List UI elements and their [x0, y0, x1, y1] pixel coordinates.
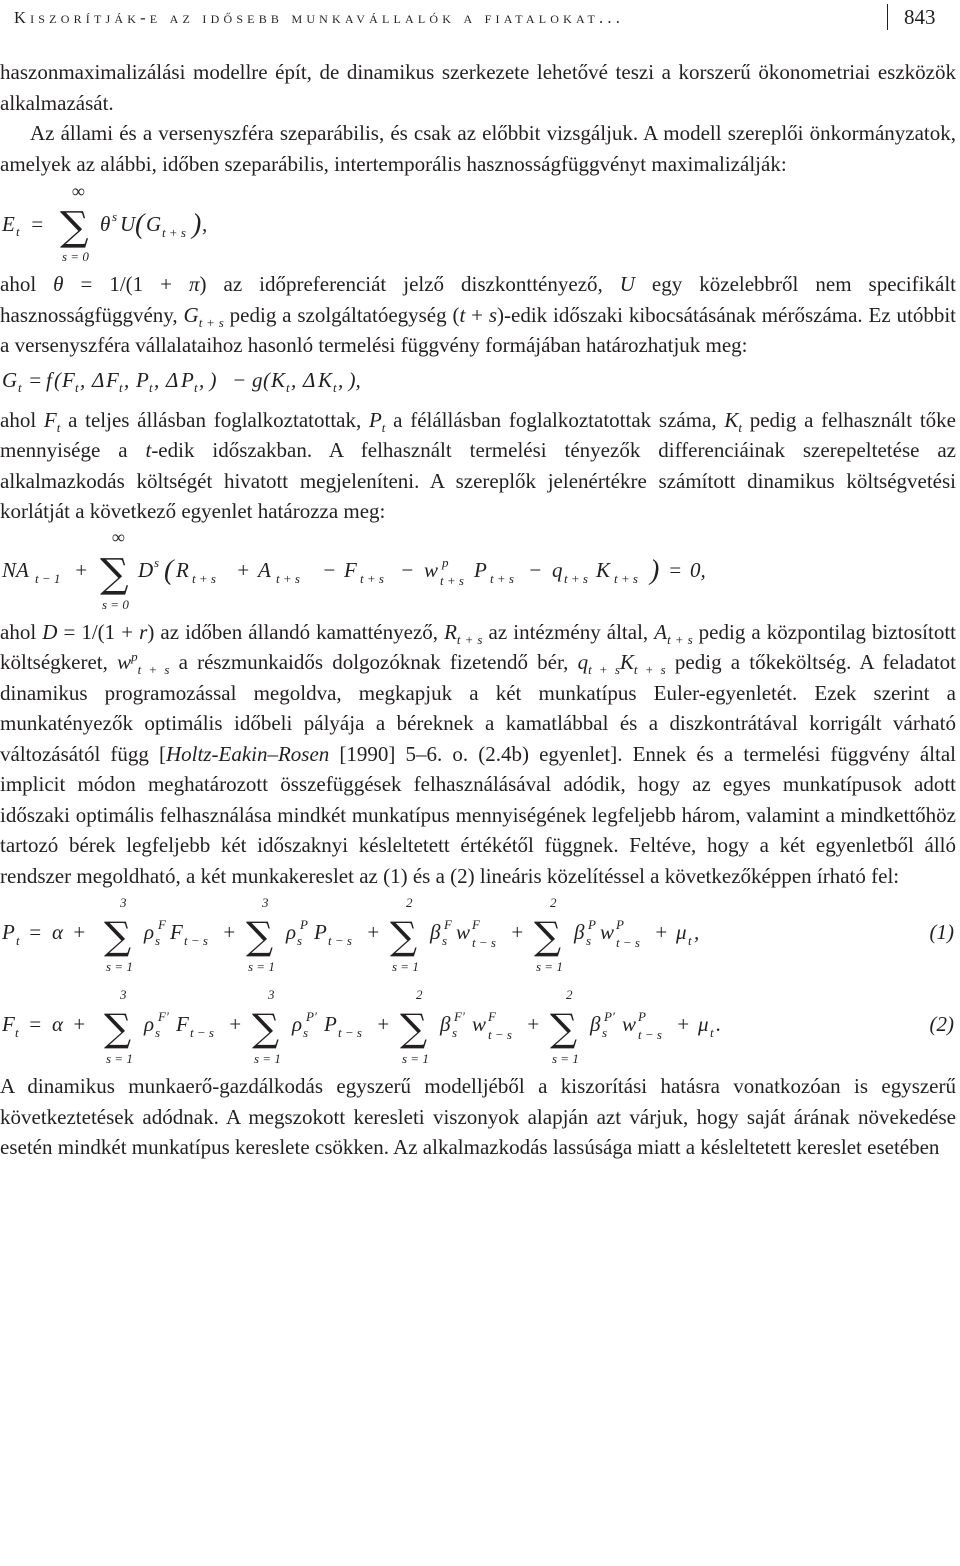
svg-text:ρ: ρ: [144, 920, 155, 944]
svg-text:F: F: [488, 1009, 496, 1024]
svg-text:F: F: [170, 920, 183, 944]
svg-text:∑: ∑: [104, 914, 132, 958]
svg-text:P: P: [638, 1009, 646, 1024]
svg-text:∑: ∑: [252, 1006, 280, 1050]
svg-text:s = 0: s = 0: [62, 249, 89, 264]
svg-text:s = 1: s = 1: [536, 959, 563, 974]
svg-text:A: A: [258, 557, 271, 582]
svg-text:t + s: t + s: [360, 570, 384, 586]
svg-text:t − s: t − s: [472, 935, 496, 950]
equation-1-graphic: [0, 891, 956, 979]
svg-text:∑: ∑: [550, 1006, 578, 1050]
svg-text:∑: ∑: [60, 204, 89, 250]
svg-text:=: =: [668, 557, 683, 582]
svg-text:K: K: [271, 367, 286, 392]
svg-text:+: +: [222, 920, 237, 944]
paragraph-4: ahol $F_t$ a teljes állásban foglalkoztatottak, $P_t$ a félállásban foglalkoztatottak száma, $K_t$ pedig a felhasznált tőke mennyisége a t-edik időszakban. A felhasznált termelési tényezők differenciáinak szerepeltetése az alkalmazkodás költségét hivatott megjeleníteni. A szereplők jelenértékre számított dinamikus költségvetési korlátját a következő egyenlet határozza meg:: [0, 407, 957, 523]
svg-text:(: (: [164, 554, 174, 586]
svg-text:μ: μ: [698, 1012, 709, 1036]
svg-text:t − s: t − s: [328, 933, 352, 948]
svg-text:w: w: [622, 1012, 637, 1036]
equation-budget: [0, 527, 956, 617]
paragraph-1: haszonmaximalizálási modellre épít, de dinamikus szerkezete lehetővé teszi a korszerű ökonometriai eszközök alkalmazását.: [0, 60, 956, 115]
svg-text:α: α: [52, 920, 64, 944]
svg-text:=: =: [28, 367, 43, 392]
svg-text:P: P: [2, 920, 15, 944]
svg-text:K: K: [596, 557, 611, 582]
equation-2: [0, 979, 956, 1071]
svg-text:F: F: [62, 367, 75, 392]
svg-text:t + s: t + s: [564, 570, 588, 586]
svg-text:): ): [650, 554, 660, 586]
svg-text:β: β: [430, 920, 441, 944]
svg-text:D: D: [138, 557, 154, 582]
svg-text:f: f: [46, 367, 52, 392]
svg-text:t − s: t − s: [190, 1025, 214, 1040]
svg-text:F: F: [176, 1012, 189, 1036]
svg-text:U: U: [120, 212, 136, 236]
svg-text:t + s: t + s: [162, 225, 186, 240]
svg-text:t − s: t − s: [184, 933, 208, 948]
svg-text:s: s: [112, 209, 118, 224]
svg-text:s = 1: s = 1: [402, 1051, 429, 1066]
svg-text:t: t: [286, 379, 290, 395]
svg-text:t + s: t + s: [614, 570, 638, 586]
svg-text:t: t: [75, 379, 79, 395]
svg-text:F: F: [344, 557, 357, 582]
svg-text:,: ,: [291, 367, 297, 392]
svg-text:s = 1: s = 1: [106, 959, 133, 974]
svg-text:,: ,: [694, 920, 700, 944]
svg-text:−: −: [528, 557, 543, 582]
svg-text:t: t: [710, 1025, 714, 1040]
svg-text:,: ,: [202, 212, 208, 236]
svg-text:−: −: [400, 557, 415, 582]
equation-1-number: (1): [929, 920, 954, 944]
equation-2-number: (2): [929, 1012, 954, 1036]
equation-utility-graphic: [0, 179, 400, 269]
svg-text:F: F: [158, 917, 166, 932]
svg-text:s: s: [297, 933, 303, 948]
svg-text:w: w: [424, 557, 439, 582]
svg-text:G: G: [2, 367, 18, 392]
svg-text:∑: ∑: [246, 914, 274, 958]
svg-text:t − 1: t − 1: [35, 570, 61, 586]
svg-text:F′: F′: [158, 1009, 169, 1024]
svg-text:F: F: [2, 1012, 15, 1036]
running-header: [0, 0, 960, 40]
svg-text:P: P: [300, 917, 308, 932]
svg-text:, ),: , ),: [338, 367, 361, 392]
equation-production: [0, 361, 956, 405]
svg-text:3: 3: [268, 987, 275, 1002]
svg-text:t − s: t − s: [638, 1027, 662, 1042]
svg-text:∑: ∑: [390, 914, 418, 958]
svg-text:β: β: [590, 1012, 601, 1036]
svg-text:g: g: [252, 367, 263, 392]
svg-text:+: +: [676, 1012, 691, 1036]
svg-text:α: α: [52, 1012, 64, 1036]
svg-text:t: t: [16, 224, 20, 239]
svg-text:,: ,: [124, 367, 130, 392]
svg-text:θ: θ: [100, 212, 111, 236]
svg-text:F′: F′: [454, 1009, 465, 1024]
svg-text:p: p: [442, 554, 449, 570]
svg-text:.: .: [716, 1012, 722, 1036]
svg-text:s = 1: s = 1: [552, 1051, 579, 1066]
svg-text:0,: 0,: [690, 557, 706, 582]
svg-text:+: +: [526, 1012, 541, 1036]
equation-2-graphic: [0, 979, 956, 1071]
svg-text:w: w: [600, 920, 615, 944]
svg-text:∑: ∑: [400, 1006, 428, 1050]
svg-text:β: β: [440, 1012, 451, 1036]
svg-text:w: w: [472, 1012, 487, 1036]
svg-text:t + s: t + s: [192, 570, 216, 586]
svg-text:,: ,: [154, 367, 160, 392]
svg-text:t: t: [149, 379, 153, 395]
svg-text:+: +: [72, 1012, 87, 1036]
svg-text:t: t: [333, 379, 337, 395]
article-body: [0, 57, 956, 1163]
svg-text:∞: ∞: [112, 526, 125, 547]
svg-text:P: P: [181, 367, 194, 392]
paragraph-5: ahol D = 1/(1 + r) az időben állandó kamattényező, $R_{t + s}$ az intézmény által, $A_{t + s}$ pedig a központilag biztosított költségkeret, $w^p_{t + s}$ a részmunkaidős dolgozóknak fizetendő bér, $q_{t + s}K_{t + s}$ pedig a tőkeköltség. A feladatot dinamikus programozással megoldva, megkapjuk a két munkatípus Euler-egyenletét. Ezek szerint a munkatényezők optimális időbeli pályája a béreknek a kamatlábbal és a diszkontrátával korrigált várható változásától függ [Holtz-Eakin–Rosen [1990] 5–6. o. (2.4b) egyenlet]. Ennek és a termelési függvény által implicit módon meghatározott összefüggések felhasználásával adódik, hogy az egyes munkatípusok adott időszaki optimális felhasználása mindkét munkatípus mennyiségének legfeljebb három, valamint a mindkettőhöz tartozó bérek legfeljebb két időszaknyi késleltetett értékétől függnek. Feltéve, hogy a két egyenletből álló rendszer megoldható, a két munkakereslet az (1) és a (2) lineáris közelítéssel a következőképpen írható fel:: [0, 619, 956, 888]
svg-text:s = 1: s = 1: [248, 959, 275, 974]
svg-text:t − s: t − s: [338, 1025, 362, 1040]
svg-text:2: 2: [550, 895, 557, 910]
svg-text:t − s: t − s: [488, 1027, 512, 1042]
svg-text:w: w: [456, 920, 471, 944]
svg-text:, ): , ): [199, 367, 217, 392]
svg-text:R: R: [176, 557, 189, 582]
svg-text:t: t: [688, 933, 692, 948]
svg-text:∑: ∑: [104, 1006, 132, 1050]
svg-text:s = 1: s = 1: [254, 1051, 281, 1066]
svg-text:s = 1: s = 1: [106, 1051, 133, 1066]
equation-budget-graphic: [0, 527, 760, 617]
svg-text:3: 3: [262, 895, 269, 910]
paragraph-6: A dinamikus munkaerő-gazdálkodás egyszerű modelljéből a kiszorítási hatásra vonatkozóan is egyszerű következtetések adódnak. A megszokott keresleti viszonyok alapján azt várjuk, hogy saját árának növekedése esetén mindkét munkatípus kereslete csökken. Az alkalmazkodás lassúsága miatt a késleltetett kereslet esetében: [0, 1074, 956, 1159]
svg-text:P: P: [324, 1012, 337, 1036]
svg-text:): ): [192, 209, 202, 240]
svg-text:(: (: [135, 209, 145, 240]
svg-text:P: P: [588, 917, 596, 932]
svg-text:t: t: [18, 379, 22, 395]
svg-text:t: t: [119, 379, 123, 395]
svg-text:s: s: [154, 554, 160, 570]
svg-text:∑: ∑: [100, 550, 129, 597]
svg-text:t − s: t − s: [616, 935, 640, 950]
svg-text:K: K: [318, 367, 333, 392]
equation-1: [0, 891, 956, 979]
svg-text:3: 3: [120, 987, 127, 1002]
svg-text:β: β: [574, 920, 585, 944]
svg-text:(: (: [54, 367, 61, 392]
svg-text:ρ: ρ: [144, 1012, 155, 1036]
svg-text:−: −: [232, 367, 247, 392]
paragraph-2: Az állami és a versenyszféra szeparábilis, és csak az előbbit vizsgáljuk. A modell szereplői önkormányzatok, amelyek az alábbi, időben szeparábilis, intertemporális hasznosságfüggvényt maximalizálják:: [0, 121, 956, 176]
svg-text:P: P: [136, 367, 149, 392]
svg-text:+: +: [366, 920, 381, 944]
svg-text:+: +: [376, 1012, 391, 1036]
svg-text:P′: P′: [604, 1009, 615, 1024]
svg-text:−: −: [322, 557, 337, 582]
svg-text:s: s: [586, 933, 592, 948]
svg-text:t + s: t + s: [276, 570, 300, 586]
svg-text:s: s: [155, 1025, 161, 1040]
running-title: Kiszorítják-e az idősebb munkavállalók a fiatalokat...: [14, 8, 625, 27]
svg-text:P: P: [474, 557, 487, 582]
svg-text:=: =: [30, 212, 45, 236]
svg-text:+: +: [72, 920, 87, 944]
svg-text:=: =: [28, 1012, 43, 1036]
svg-text:+: +: [74, 557, 89, 582]
svg-text:s: s: [442, 933, 448, 948]
svg-text:ρ: ρ: [292, 1012, 303, 1036]
svg-text:t: t: [15, 1025, 19, 1040]
svg-text:P′: P′: [306, 1009, 317, 1024]
svg-text:+: +: [654, 920, 669, 944]
svg-text:E: E: [2, 212, 15, 236]
page-number: 843: [904, 5, 936, 29]
svg-text:NA: NA: [2, 557, 29, 582]
svg-text:Δ: Δ: [92, 367, 105, 392]
svg-text:+: +: [510, 920, 525, 944]
svg-text:s: s: [602, 1025, 608, 1040]
svg-text:2: 2: [416, 987, 423, 1002]
svg-text:Δ: Δ: [166, 367, 179, 392]
svg-text:2: 2: [566, 987, 573, 1002]
svg-text:3: 3: [120, 895, 127, 910]
equation-production-graphic: [0, 361, 600, 405]
svg-text:s = 1: s = 1: [392, 959, 419, 974]
svg-text:t: t: [16, 933, 20, 948]
svg-text:t + s: t + s: [440, 572, 464, 588]
svg-text:G: G: [146, 212, 162, 236]
svg-text:∑: ∑: [534, 914, 562, 958]
svg-text:,: ,: [80, 367, 86, 392]
svg-text:t + s: t + s: [490, 570, 514, 586]
svg-text:s: s: [155, 933, 161, 948]
svg-text:Δ: Δ: [303, 367, 316, 392]
header-divider: [887, 4, 888, 30]
svg-text:μ: μ: [676, 920, 687, 944]
svg-text:P: P: [616, 917, 624, 932]
svg-text:s: s: [452, 1025, 458, 1040]
svg-text:q: q: [552, 557, 563, 582]
svg-text:=: =: [28, 920, 43, 944]
equation-utility: [0, 179, 956, 269]
svg-text:ρ: ρ: [286, 920, 297, 944]
svg-text:P: P: [314, 920, 327, 944]
svg-text:F: F: [106, 367, 119, 392]
svg-text:s = 0: s = 0: [102, 596, 129, 612]
svg-text:t: t: [194, 379, 198, 395]
svg-text:+: +: [228, 1012, 243, 1036]
svg-text:+: +: [236, 557, 251, 582]
svg-text:∞: ∞: [72, 181, 85, 201]
svg-text:s: s: [303, 1025, 309, 1040]
paragraph-3: ahol θ = 1/(1 + π) az időpreferenciát jelző diszkonttényező, U egy közelebbről nem specifikált hasznosságfüggvény, $G_{t + s}$ pedig a szolgáltatóegység (t + s)-edik időszaki kibocsátásának mérőszáma. Ez utóbbit a versenyszféra vállalataihoz hasonló termelési függvény formájában határozhatjuk meg:: [0, 272, 957, 357]
svg-text:F: F: [444, 917, 452, 932]
svg-text:F: F: [472, 917, 480, 932]
svg-text:2: 2: [406, 895, 413, 910]
svg-text:(: (: [263, 367, 270, 392]
